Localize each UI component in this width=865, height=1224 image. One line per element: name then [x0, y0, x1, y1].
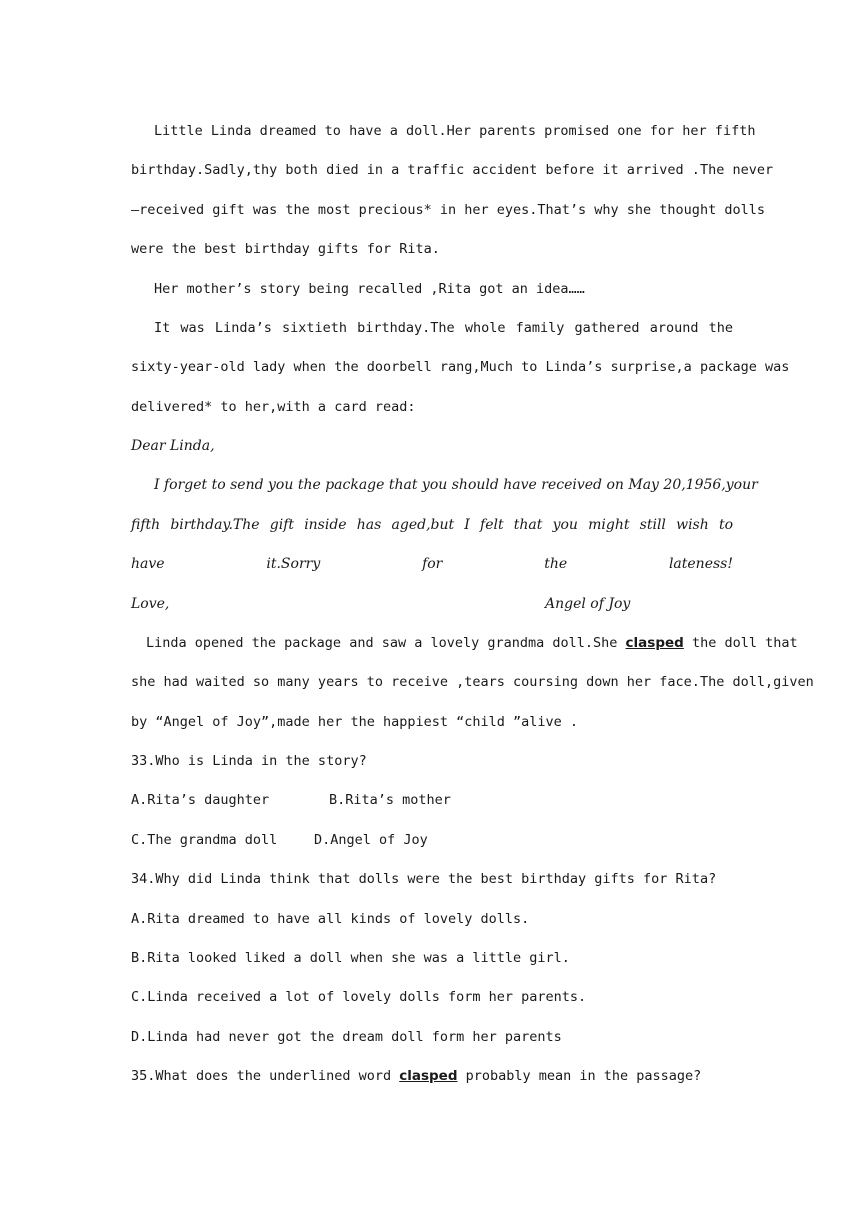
text-span: Linda opened the package and saw a lovely grandma doll.She [146, 635, 626, 651]
letter-line: fifth birthday.The gift inside has aged,but I felt that you might still wish to [131, 517, 733, 533]
letter-closing [131, 594, 733, 614]
passage-line: Her mother’s story being recalled ,Rita got an idea…… [154, 281, 585, 297]
passage-line: were the best birthday gifts for Rita. [131, 241, 440, 257]
question-options [131, 790, 733, 810]
question-33: 33.Who is Linda in the story? [131, 753, 367, 769]
option-c: C.The grandma doll [131, 832, 278, 848]
letter-signature: Angel of Joy [545, 596, 631, 612]
passage-line: Little Linda dreamed to have a doll.Her parents promised one for her fifth [154, 123, 756, 139]
underlined-word: clasped [399, 1068, 458, 1084]
option-d: D.Linda had never got the dream doll form her parents [131, 1029, 562, 1045]
text-span: the doll that [683, 635, 798, 651]
passage-line: —received gift was the most precious* in her eyes.That’s why she thought dolls [131, 202, 765, 218]
passage-line: by “Angel of Joy”,made her the happiest “child ”alive . [131, 714, 579, 730]
text-span: probably mean in the passage? [457, 1068, 702, 1084]
letter-greeting: Dear Linda, [131, 438, 215, 454]
underlined-word: clasped [625, 635, 684, 651]
passage-line: It was Linda’s sixtieth birthday.The whole family gathered around the [154, 320, 733, 336]
option-c: C.Linda received a lot of lovely dolls form her parents. [131, 989, 587, 1005]
letter-word: have [131, 556, 165, 572]
option-a: A.Rita dreamed to have all kinds of lovely dolls. [131, 911, 530, 927]
letter-word: lateness! [668, 556, 733, 572]
question-options [131, 830, 733, 850]
passage-line: birthday.Sadly,thy both died in a traffic accident before it arrived .The never [131, 162, 774, 178]
letter-word: the [544, 556, 568, 572]
letter-love: Love, [131, 596, 170, 612]
option-b: B.Rita’s mother [329, 792, 451, 808]
passage-line: delivered* to her,with a card read: [131, 399, 416, 415]
passage-line: she had waited so many years to receive ,tears coursing down her face.The doll,given [131, 674, 814, 690]
passage-line: sixty-year-old lady when the doorbell rang,Much to Linda’s surprise,a package was [131, 359, 790, 375]
option-b: B.Rita looked liked a doll when she was a little girl. [131, 950, 570, 966]
text-span: 35.What does the underlined word [131, 1068, 400, 1084]
letter-word: it.Sorry [266, 556, 321, 572]
passage-line [146, 633, 798, 653]
question-34: 34.Why did Linda think that dolls were the best birthday gifts for Rita? [131, 871, 717, 887]
letter-word: for [422, 556, 443, 572]
letter-line [131, 554, 733, 574]
option-d: D.Angel of Joy [314, 832, 428, 848]
option-a: A.Rita’s daughter [131, 792, 270, 808]
letter-line: I forget to send you the package that you should have received on May 20,1956,your [154, 477, 758, 493]
question-35 [131, 1066, 733, 1086]
